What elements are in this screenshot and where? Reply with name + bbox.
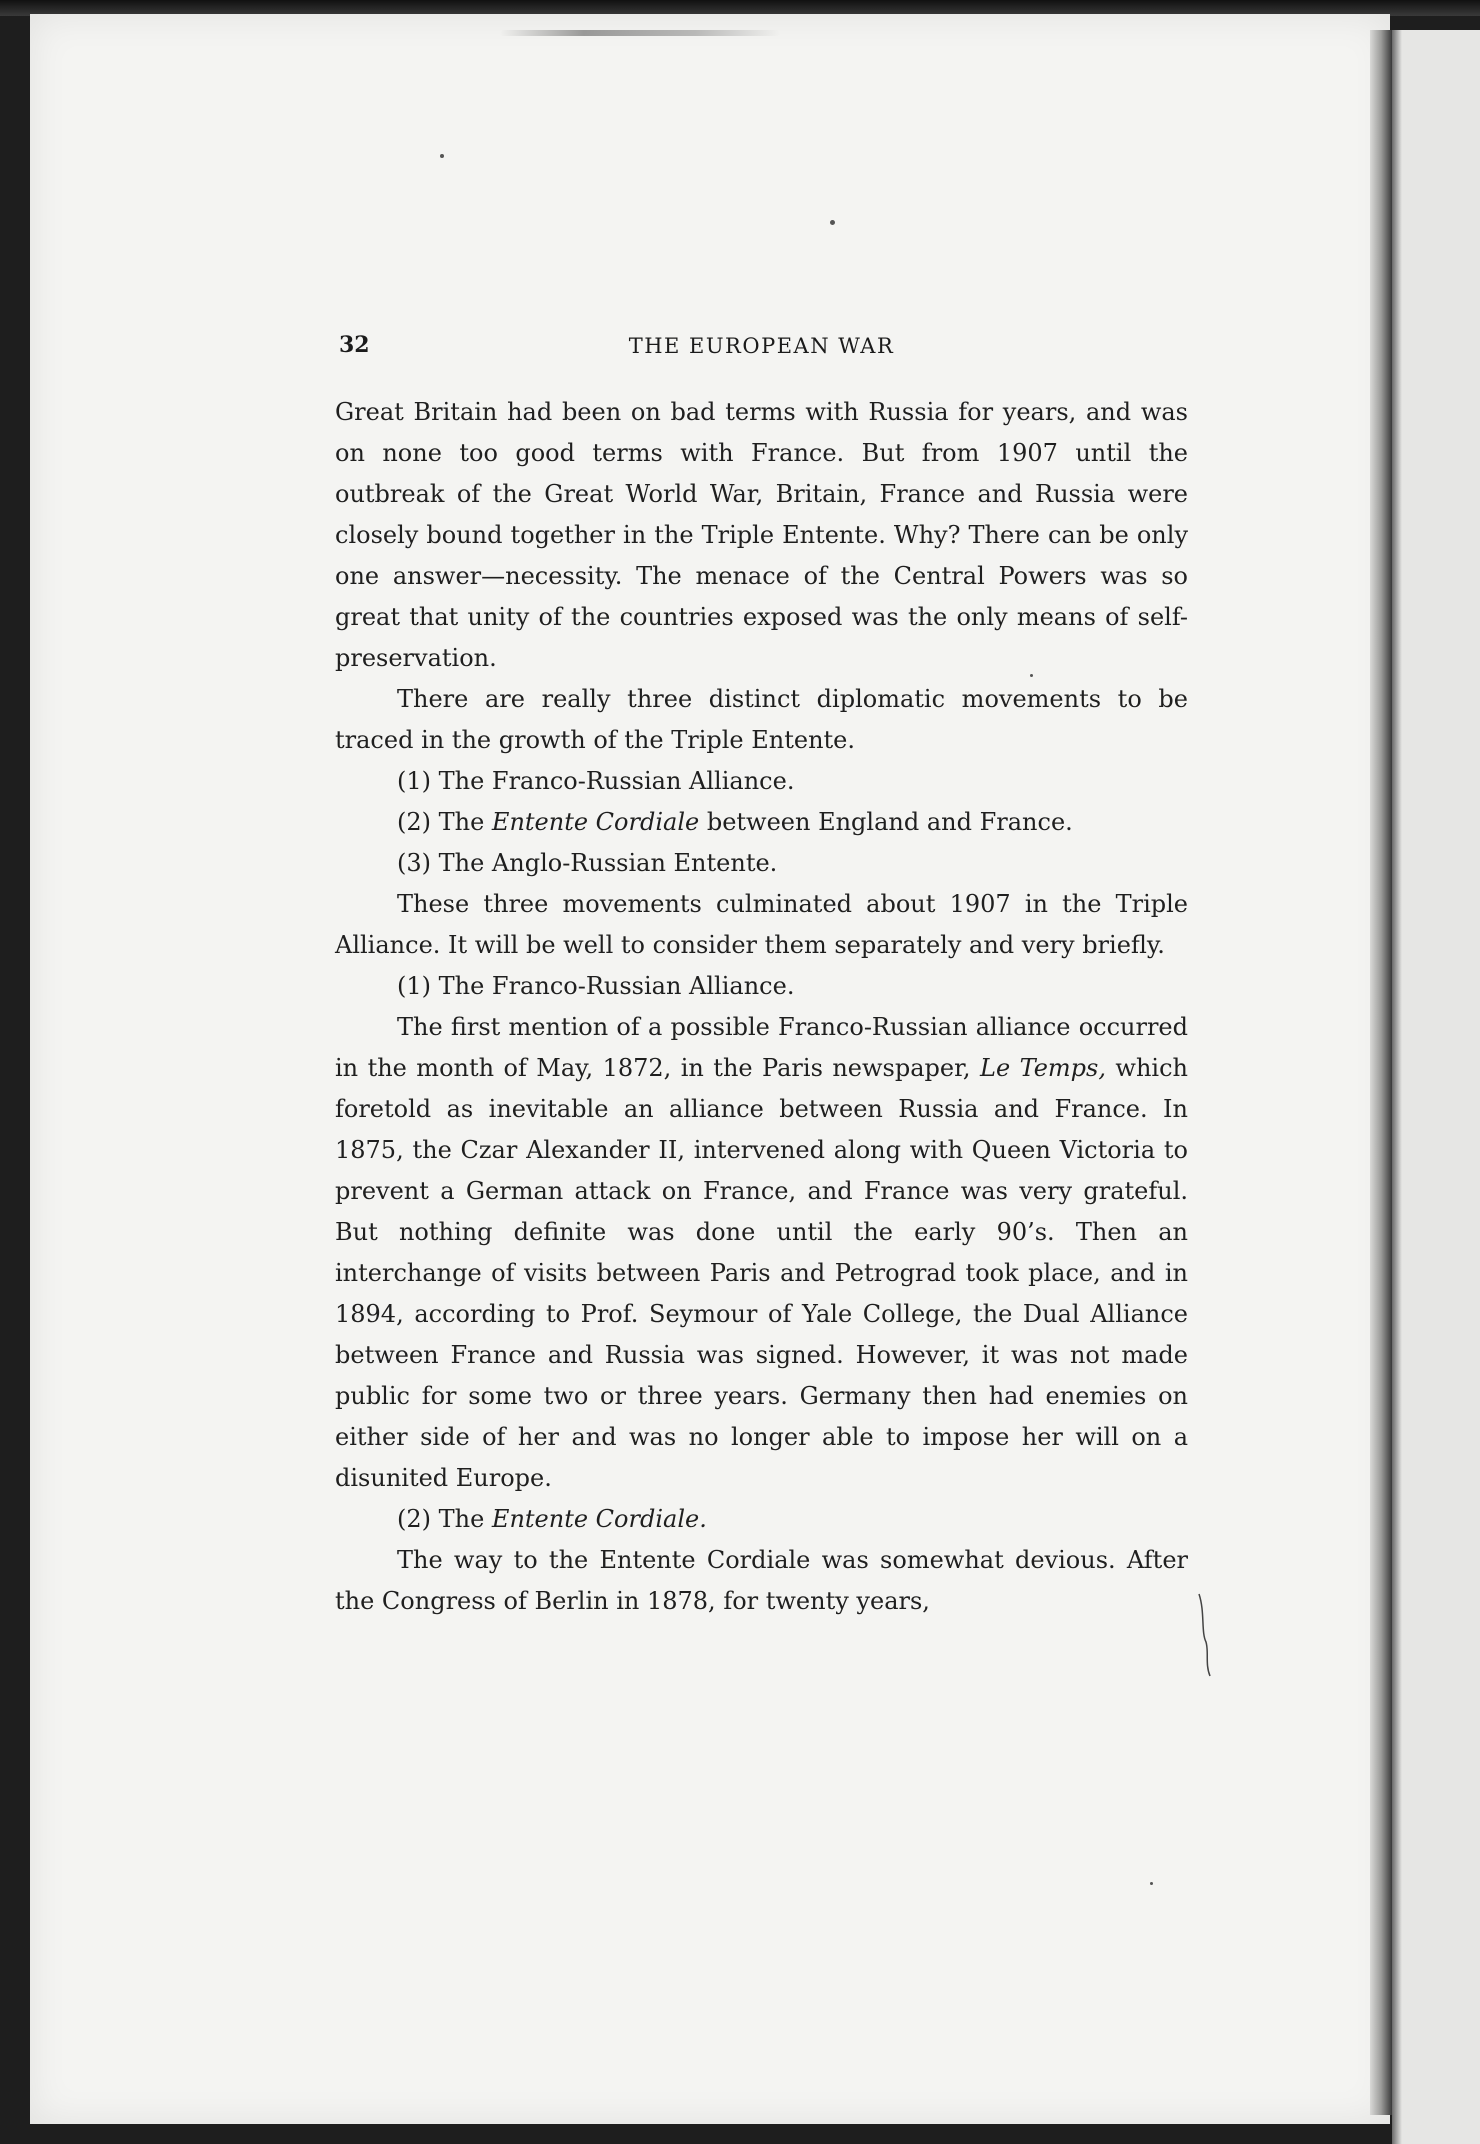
section-heading: (1) The Franco-Russian Alliance. xyxy=(397,972,795,1000)
list-item-text: (2) The xyxy=(397,808,492,836)
list-item: (3) The Anglo-Russian Entente. xyxy=(397,849,778,877)
page-edge xyxy=(1370,30,1392,2115)
scan-smudge xyxy=(500,30,780,36)
book-page xyxy=(30,14,1390,2124)
page-body xyxy=(335,392,1188,1622)
running-title: THE EUROPEAN WAR xyxy=(628,334,895,358)
section-heading-text: (2) The xyxy=(397,1505,492,1533)
adjacent-page xyxy=(1392,30,1480,2144)
scan-speck xyxy=(830,220,835,225)
list-item: (1) The Franco-Russian Alliance. xyxy=(397,767,795,795)
paragraph: These three movements culminated about 1907 in the Triple Alliance. It will be well to consider them separately and very briefly. xyxy=(335,890,1188,959)
italic-term: Entente Cordiale. xyxy=(491,1505,707,1533)
paragraph-text: which foretold as inevitable an alliance between Russia and France. In 1875, the Czar Alexander II, intervened along with Queen Victoria to prevent a German attack on France, and France was very grateful. But nothing definite was done until the early 90’s. Then an interchange of visits between Paris and Petrograd took place, and in 1894, according to Prof. Seymour of Yale College, the Dual Alliance between France and Russia was signed. However, it was not made public for some two or three years. Germany then had enemies on either side of her and was no longer able to impose her will on a disunited Europe. xyxy=(335,1054,1189,1492)
section-heading xyxy=(335,1499,1188,1540)
paragraph: There are really three distinct diplomatic movements to be traced in the growth of the Triple Entente. xyxy=(335,685,1188,754)
paragraph: Great Britain had been on bad terms with Russia for years, and was on none too good terms with France. But from 1907 until the outbreak of the Great World War, Britain, France and Russia were closely bound together in the Triple Entente. Why? There can be only one answer—necessity. The menace of the Central Powers was so great that unity of the countries exposed was the only means of self-preservation. xyxy=(335,398,1188,672)
margin-bracket-mark xyxy=(1197,1592,1213,1678)
paragraph: The way to the Entente Cordiale was somewhat devious. After the Congress of Berlin in 1878, for twenty years, xyxy=(335,1546,1188,1615)
list-item-text: between England and France. xyxy=(699,808,1073,836)
page-number: 32 xyxy=(339,332,370,358)
italic-term: Entente Cordiale xyxy=(491,808,700,836)
italic-title: Le Temps, xyxy=(980,1054,1106,1082)
paragraph xyxy=(335,1007,1188,1499)
paragraph-text: The first mention of a possible Franco-Russian alliance occurred in the month of May, 1872, in the Paris newspaper, xyxy=(335,1013,1188,1082)
scan-speck xyxy=(1150,1882,1153,1885)
list-item xyxy=(335,802,1188,843)
scan-speck xyxy=(440,154,444,158)
adjacent-page-shadow xyxy=(1392,30,1402,2144)
page-header xyxy=(335,332,1188,372)
